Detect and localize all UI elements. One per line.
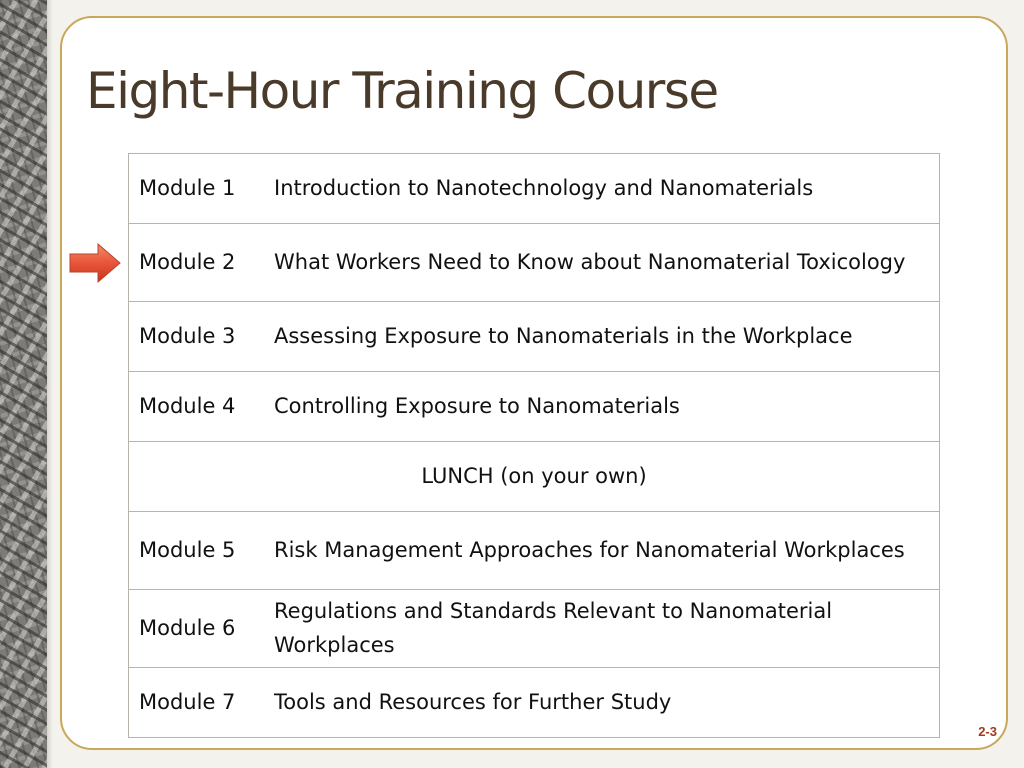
module-number: Module 7 bbox=[129, 668, 267, 738]
agenda-row-module-1 bbox=[129, 154, 940, 224]
agenda-row-lunch bbox=[129, 442, 940, 512]
agenda-row-module-6 bbox=[129, 590, 940, 668]
module-title: What Workers Need to Know about Nanomaterial Toxicology bbox=[266, 224, 940, 302]
slide-page-number: 2-3 bbox=[978, 724, 997, 739]
agenda-table bbox=[128, 153, 940, 738]
texture-strip-shadow bbox=[47, 0, 53, 768]
background-texture-strip bbox=[0, 0, 47, 768]
module-title: Controlling Exposure to Nanomaterials bbox=[266, 372, 940, 442]
slide-title: Eight-Hour Training Course bbox=[86, 62, 718, 120]
module-number: Module 5 bbox=[129, 512, 267, 590]
agenda-row-module-3 bbox=[129, 302, 940, 372]
module-title: Assessing Exposure to Nanomaterials in the Workplace bbox=[266, 302, 940, 372]
lunch-break-label: LUNCH (on your own) bbox=[129, 442, 940, 512]
module-number: Module 1 bbox=[129, 154, 267, 224]
right-arrow-icon bbox=[69, 243, 121, 283]
agenda-row-module-2 bbox=[129, 224, 940, 302]
module-number: Module 4 bbox=[129, 372, 267, 442]
agenda-row-module-5 bbox=[129, 512, 940, 590]
agenda-row-module-4 bbox=[129, 372, 940, 442]
module-title: Tools and Resources for Further Study bbox=[266, 668, 940, 738]
module-number: Module 3 bbox=[129, 302, 267, 372]
module-title: Risk Management Approaches for Nanomaterial Workplaces bbox=[266, 512, 940, 590]
module-number: Module 6 bbox=[129, 590, 267, 668]
module-number: Module 2 bbox=[129, 224, 267, 302]
agenda-row-module-7 bbox=[129, 668, 940, 738]
module-title: Introduction to Nanotechnology and Nanomaterials bbox=[266, 154, 940, 224]
module-title: Regulations and Standards Relevant to Nanomaterial Workplaces bbox=[266, 590, 940, 668]
